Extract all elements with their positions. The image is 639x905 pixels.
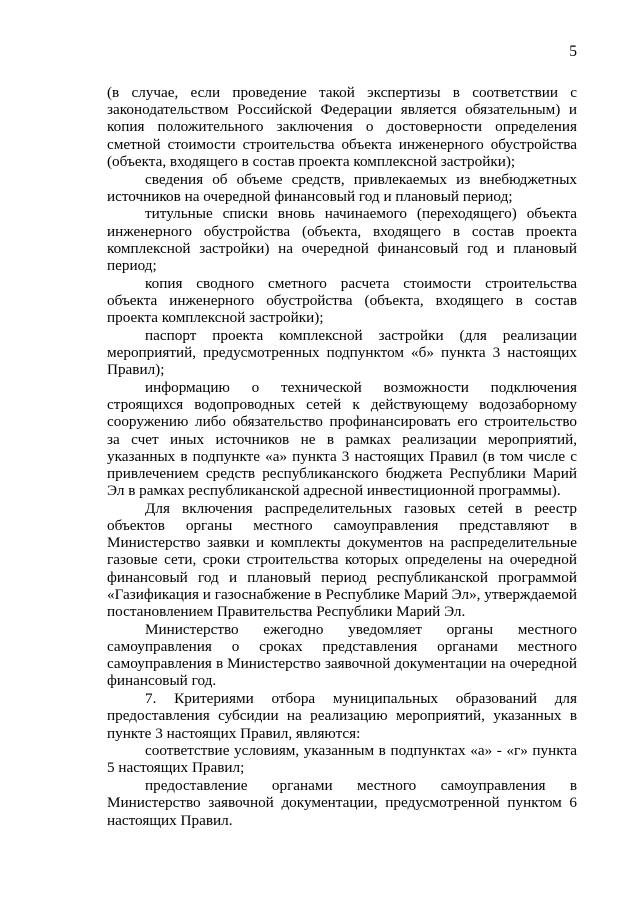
- paragraph-criterion-conditions: соответствие условиям, указанным в подпунктах «а» - «г» пункта 5 настоящих Правил;: [107, 742, 577, 777]
- paragraph-gas-networks: Для включения распределительных газовых сетей в реестр объектов органы местного самоуправления представляют в Министерство заявки и комплекты документов на распределительные газовые сети, сроки строительства которых определены на очередной финансовый год и плановый период республиканской программой «Газификация и газоснабжение в Республике Марий Эл», утверждаемой постановлением Правительства Республики Марий Эл.: [107, 499, 577, 621]
- paragraph-selection-criteria: 7. Критериями отбора муниципальных образований для предоставления субсидии на реализацию мероприятий, указанных в пункте 3 настоящих Правил, являются:: [107, 690, 577, 742]
- paragraph-extrabudgetary-funds: сведения об объеме средств, привлекаемых из внебюджетных источников на очередной финансовый год и плановый период;: [107, 170, 577, 205]
- paragraph-technical-connection: информацию о технической возможности подключения строящихся водопроводных сетей к действующему водозаборному сооружению либо обязательство профинансировать его строительство за счет иных источников не в рамках реализации мероприятий, указанных в подпункте «а» пункта 3 настоящих Правил (в том числе с привлечением средств республиканского бюджета Республики Марий Эл в рамках республиканской адресной инвестиционной программы).: [107, 378, 577, 500]
- paragraph-ministry-notification: Министерство ежегодно уведомляет органы местного самоуправления о сроках представления органами местного самоуправления в Министерство заявочной документации на очередной финансовый год.: [107, 620, 577, 690]
- document-body: [107, 84, 577, 829]
- page-number: 5: [569, 43, 577, 60]
- paragraph-criterion-documentation: предоставление органами местного самоуправления в Министерство заявочной документации, предусмотренной пунктом 6 настоящих Правил.: [107, 777, 577, 829]
- paragraph-expertise-copy: (в случае, если проведение такой экспертизы в соответствии с законодательством Российской Федерации является обязательным) и копия положительного заключения о достоверности определения сметной стоимости строительства объекта инженерного обустройства (объекта, входящего в состав проекта комплексной застройки);: [107, 84, 577, 170]
- paragraph-title-lists: титульные списки вновь начинаемого (переходящего) объекта инженерного обустройства (объекта, входящего в состав проекта комплексной застройки) на очередной финансовый год и плановый период;: [107, 205, 577, 275]
- paragraph-summary-estimate: копия сводного сметного расчета стоимости строительства объекта инженерного обустройства (объекта, входящего в состав проекта комплексной застройки);: [107, 274, 577, 327]
- paragraph-project-passport: паспорт проекта комплексной застройки (для реализации мероприятий, предусмотренных подпунктом «б» пункта 3 настоящих Правил);: [107, 326, 577, 379]
